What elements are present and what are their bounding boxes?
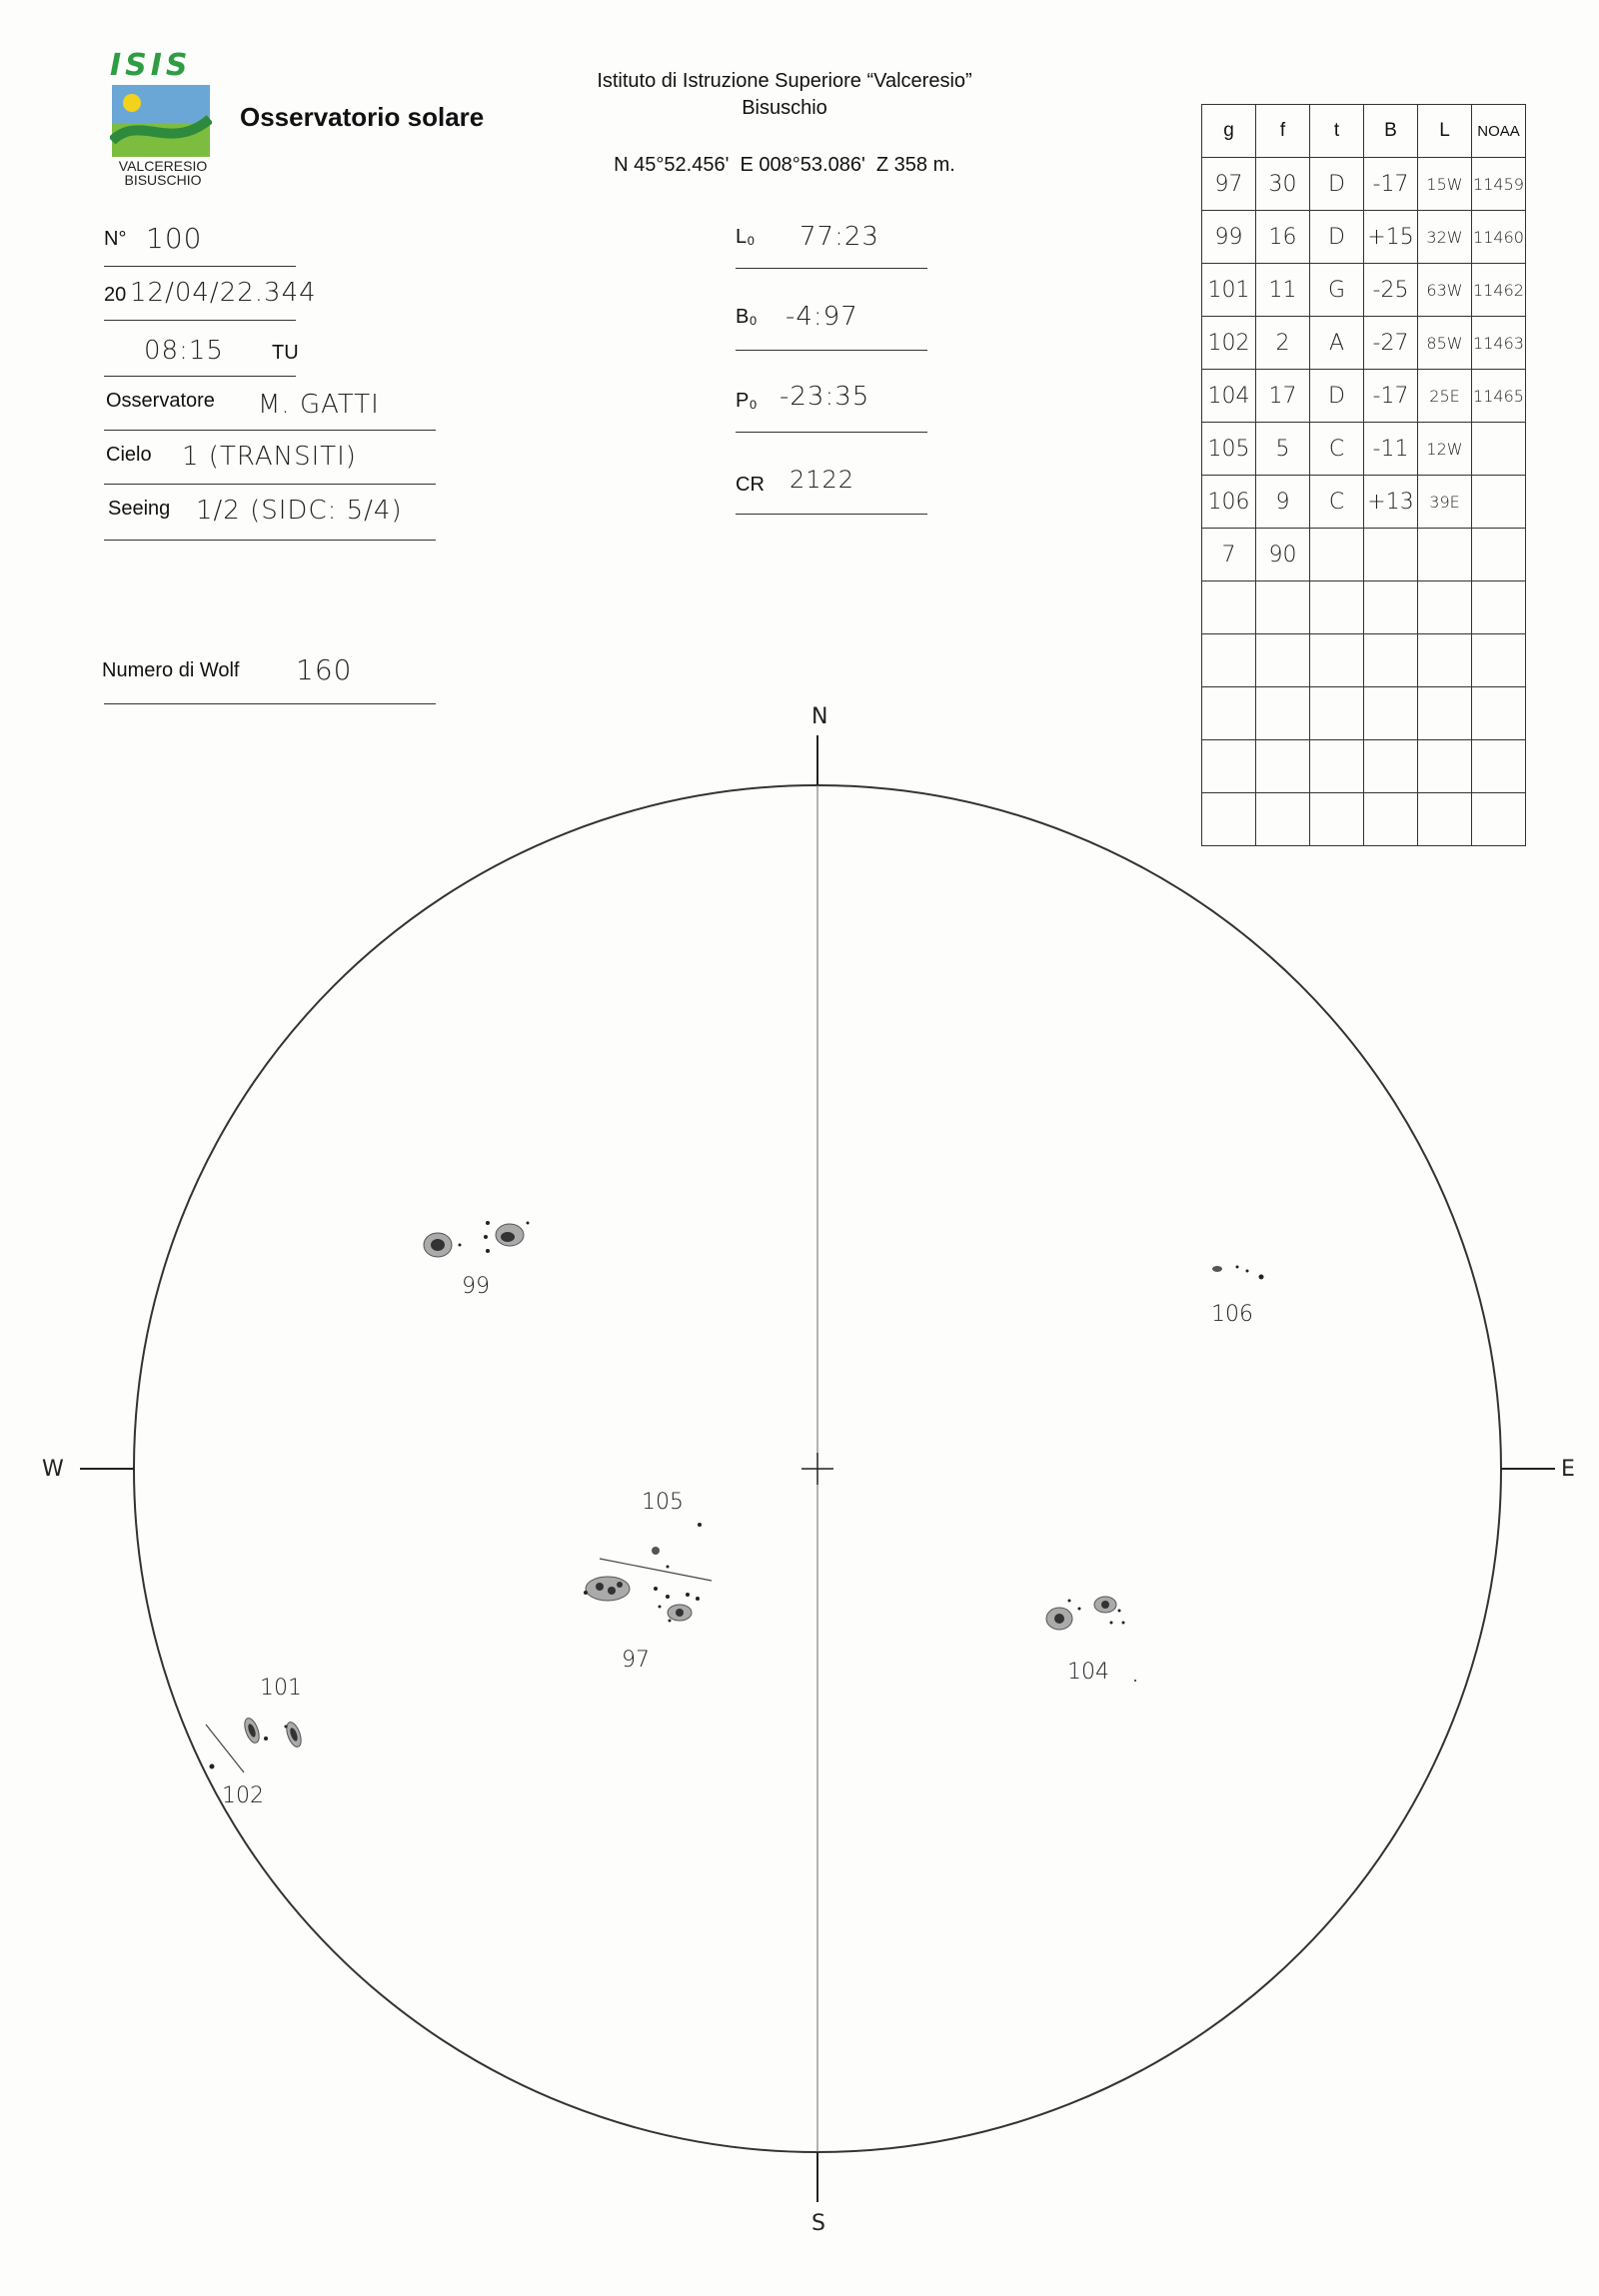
table-header-cell: L: [1418, 105, 1472, 158]
table-cell: 17: [1256, 370, 1310, 423]
table-cell: 11465: [1472, 370, 1526, 423]
table-cell: 11463: [1472, 317, 1526, 370]
cr-label: CR: [736, 474, 765, 496]
observer-value: M. GATTI: [258, 390, 380, 420]
group-label-104: 104: [1067, 1660, 1109, 1685]
number-value: 100: [146, 222, 203, 255]
group-label-106: 106: [1211, 1302, 1253, 1327]
table-cell: 2: [1256, 317, 1310, 370]
observer-label: Osservatore: [106, 390, 215, 412]
l0-label: L₀: [736, 226, 756, 248]
table-cell: 9: [1256, 476, 1310, 529]
table-cell: 32W: [1418, 211, 1472, 264]
table-cell: 39E: [1418, 476, 1472, 529]
table-cell: -27: [1364, 317, 1418, 370]
sky-value: 1 (TRANSITI): [182, 442, 357, 472]
table-cell: 12W: [1418, 423, 1472, 476]
school-town: Bisuschio: [742, 97, 827, 119]
table-cell: +13: [1364, 476, 1418, 529]
sunspot-group-106: [1212, 1266, 1264, 1280]
table-header-cell: t: [1310, 105, 1364, 158]
sunspot-group-99: [424, 1221, 530, 1257]
time-unit: TU: [272, 342, 299, 364]
west-label: W: [42, 1457, 64, 1482]
seeing-value: 1/2 (SIDC: 5/4): [196, 496, 403, 526]
page-title: Osservatorio solare: [240, 102, 485, 132]
table-cell: 11: [1256, 264, 1310, 317]
table-cell: 5: [1256, 423, 1310, 476]
table-cell: +15: [1364, 211, 1418, 264]
sky-label: Cielo: [106, 444, 152, 466]
table-header-cell: g: [1202, 105, 1256, 158]
p0-value: -23:35: [780, 382, 870, 412]
north-label: N: [811, 704, 828, 729]
table-cell: 105: [1202, 423, 1256, 476]
sunspot-group-105: [652, 1523, 702, 1569]
sunspot-group-101: [242, 1717, 304, 1749]
site-coordinates: N 45°52.456' E 008°53.086' Z 358 m.: [614, 154, 955, 176]
table-cell: D: [1310, 158, 1364, 211]
school-name: Istituto di Istruzione Superiore “Valceresio”: [597, 70, 972, 92]
group-label-102: 102: [222, 1783, 264, 1808]
table-header-cell: f: [1256, 105, 1310, 158]
table-cell: 11462: [1472, 264, 1526, 317]
table-cell: 16: [1256, 211, 1310, 264]
date-value: 12/04/22.344: [130, 278, 317, 308]
group-label-105: 105: [642, 1490, 684, 1515]
sunspot-group-97: [584, 1577, 700, 1623]
group-label-101: 101: [260, 1676, 302, 1701]
table-cell: 25E: [1418, 370, 1472, 423]
table-cell: C: [1310, 476, 1364, 529]
wolf-value: 160: [296, 653, 353, 686]
l0-value: 77:23: [800, 222, 879, 252]
table-cell: 90: [1256, 529, 1310, 581]
table-cell: 106: [1202, 476, 1256, 529]
cr-value: 2122: [790, 466, 855, 494]
table-cell: 15W: [1418, 158, 1472, 211]
table-cell: -17: [1364, 158, 1418, 211]
b0-label: B₀: [736, 306, 758, 328]
table-cell: D: [1310, 211, 1364, 264]
table-cell: 102: [1202, 317, 1256, 370]
table-cell: 99: [1202, 211, 1256, 264]
table-header-cell: NOAA: [1472, 105, 1526, 158]
south-label: S: [811, 2211, 825, 2236]
group-label-99: 99: [462, 1274, 490, 1299]
table-cell: C: [1310, 423, 1364, 476]
logo-line1: VALCERESIO: [118, 158, 208, 174]
table-cell: 85W: [1418, 317, 1472, 370]
logo-line2: BISUSCHIO: [124, 172, 202, 188]
p0-label: P₀: [736, 390, 758, 412]
table-cell: 7: [1202, 529, 1256, 581]
table-cell: 63W: [1418, 264, 1472, 317]
table-cell: 11460: [1472, 211, 1526, 264]
east-label: E: [1561, 1457, 1575, 1482]
table-cell: G: [1310, 264, 1364, 317]
number-label: N°: [104, 228, 127, 250]
sunspot-group-102: [210, 1764, 215, 1769]
logo-mark: ISIS: [110, 48, 192, 83]
table-cell: 30: [1256, 158, 1310, 211]
seeing-label: Seeing: [108, 498, 171, 520]
wolf-label: Numero di Wolf: [102, 659, 240, 681]
table-header-cell: B: [1364, 105, 1418, 158]
time-value: 08:15: [144, 336, 224, 366]
table-cell: 104: [1202, 370, 1256, 423]
group-label-97: 97: [622, 1648, 650, 1673]
table-cell: D: [1310, 370, 1364, 423]
table-cell: 101: [1202, 264, 1256, 317]
table-cell: -11: [1364, 423, 1418, 476]
b0-value: -4:97: [786, 302, 858, 332]
table-cell: 11459: [1472, 158, 1526, 211]
table-cell: A: [1310, 317, 1364, 370]
date-prefix: 20: [104, 284, 127, 306]
table-cell: -17: [1364, 370, 1418, 423]
table-cell: -25: [1364, 264, 1418, 317]
table-cell: 97: [1202, 158, 1256, 211]
